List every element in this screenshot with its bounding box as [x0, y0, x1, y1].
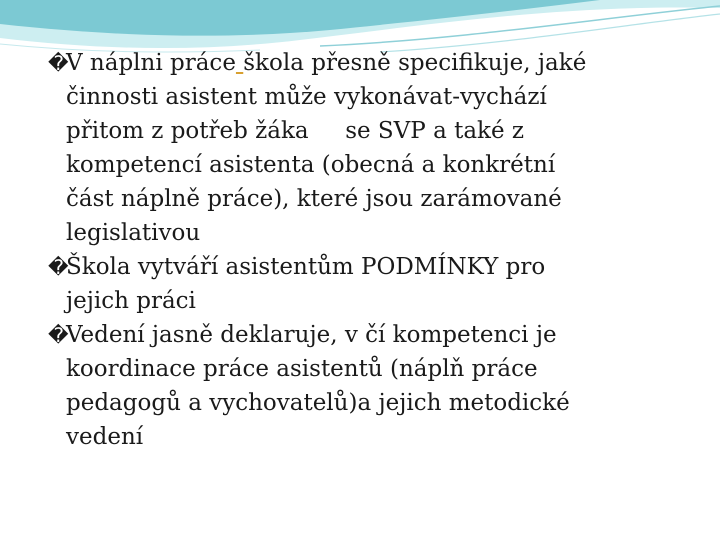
bullet-item-1: [48, 46, 688, 250]
bullet-1-line-5: část náplně práce), které jsou zarámované: [66, 186, 562, 212]
bullet-1-text-start: V náplni práce: [66, 50, 236, 76]
bullet-1-line-3: přitom z potřeb žáka se SVP a také z: [66, 118, 525, 144]
bullet-3-line-1: Vedení jasně deklaruje, v čí kompetenci je: [66, 322, 557, 348]
bullet-1-text-end: škola přesně specifikuje, jaké: [243, 50, 587, 76]
bullet-3-line-2: koordinace práce asistentů (náplň práce: [66, 356, 538, 382]
bullet-2-line-1: Škola vytváří asistentům PODMÍNKY pro: [66, 254, 546, 280]
bullet-3-line-4: vedení: [66, 424, 144, 450]
slide-body: [48, 46, 688, 454]
bullet-item-3: [48, 318, 688, 454]
bullet-1-line-2: činnosti asistent může vykonávat-vychází: [66, 84, 547, 110]
bullet-icon: �: [48, 323, 69, 347]
bullet-icon: �: [48, 51, 69, 75]
bullet-1-line-6: legislativou: [66, 220, 201, 246]
bullet-2-line-2: jejich práci: [66, 288, 196, 314]
bullet-icon: �: [48, 255, 69, 279]
bullet-item-2: [48, 250, 688, 318]
bullet-3-line-3: pedagogů a vychovatelů)a jejich metodické: [66, 390, 570, 416]
bullet-1-line-4: kompetencí asistenta (obecná a konkrétní: [66, 152, 556, 178]
